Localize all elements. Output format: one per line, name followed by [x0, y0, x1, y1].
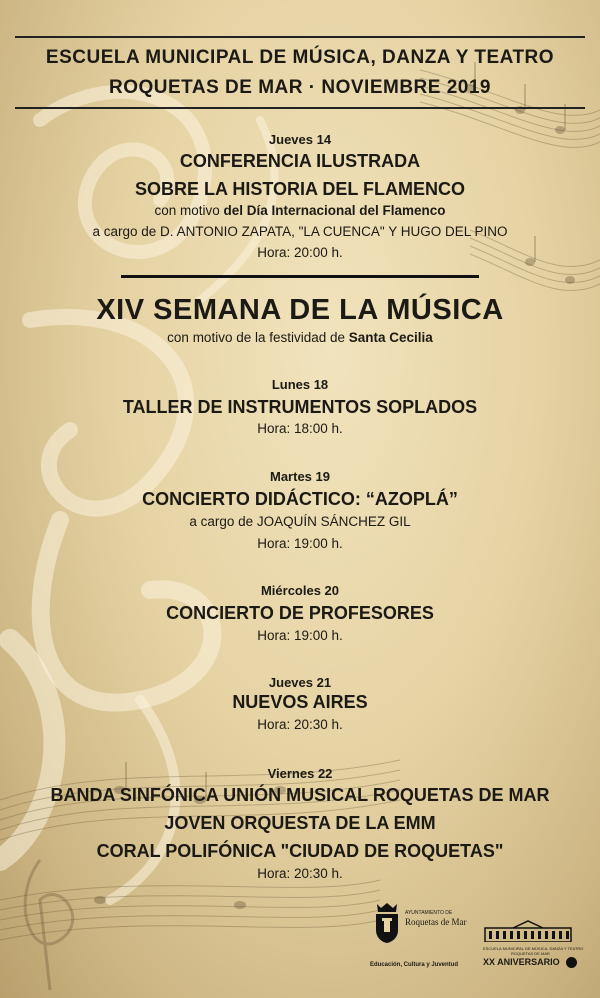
week-subtitle-prefix: con motivo de la festividad de [167, 330, 349, 345]
event-5-day: Viernes 22 [267, 766, 333, 781]
school-logo [483, 900, 593, 980]
ayuntamiento-label: AYUNTAMIENTO DE [405, 910, 453, 916]
week-subtitle-bold: Santa Cecilia [348, 330, 433, 345]
conference-motive-prefix: con motivo [154, 203, 224, 218]
event-2-title: CONCIERTO DIDÁCTICO: “AZOPLÁ” [142, 489, 458, 509]
event-3-time: Hora: 19:00 h. [257, 628, 343, 643]
conference-speakers: a cargo de D. ANTONIO ZAPATA, "LA CUENCA" Y HUGO DEL PINO [92, 224, 508, 239]
ayuntamiento-department: Educación, Cultura y Juventud [370, 962, 459, 968]
ayuntamiento-logo [365, 900, 475, 980]
top-rule [15, 36, 585, 38]
header-line-2: ROQUETAS DE MAR · NOVIEMBRE 2019 [109, 77, 491, 98]
event-5-title-1: BANDA SINFÓNICA UNIÓN MUSICAL ROQUETAS DE MAR [50, 785, 550, 805]
event-4-time: Hora: 20:30 h. [257, 717, 343, 732]
event-1-time: Hora: 18:00 h. [257, 421, 343, 436]
header-line-1: ESCUELA MUNICIPAL DE MÚSICA, DANZA Y TEATRO [45, 47, 555, 68]
school-logo-subtext: ROQUETAS DE MAR [511, 951, 550, 956]
school-logo-text: ESCUELA MUNICIPAL DE MÚSICA, DANZA Y TEATRO [483, 946, 584, 951]
header-bottom-rule [15, 107, 585, 109]
event-3-day: Miércoles 20 [260, 583, 340, 598]
conference-motive [0, 203, 600, 218]
event-4-day: Jueves 21 [268, 675, 332, 690]
event-5-time: Hora: 20:30 h. [257, 866, 343, 881]
anniversary-label: XX ANIVERSARIO [483, 957, 560, 967]
school-building-icon [483, 920, 573, 942]
event-5-title-3: CORAL POLIFÓNICA "CIUDAD DE ROQUETAS" [96, 841, 504, 861]
event-1-day: Lunes 18 [271, 377, 329, 392]
event-2-day: Martes 19 [270, 469, 330, 484]
conference-title-1: CONFERENCIA ILUSTRADA [179, 151, 421, 171]
anniversary-badge-icon [566, 957, 577, 968]
conference-title-2: SOBRE LA HISTORIA DEL FLAMENCO [134, 179, 465, 199]
event-2-by: a cargo de JOAQUÍN SÁNCHEZ GIL [189, 514, 411, 529]
section-separator [121, 275, 479, 278]
event-3-title: CONCIERTO DE PROFESORES [166, 603, 434, 623]
conference-day: Jueves 14 [268, 132, 332, 147]
event-2-time: Hora: 19:00 h. [257, 536, 343, 551]
week-title: XIV SEMANA DE LA MÚSICA [96, 294, 504, 326]
conference-motive-bold: del Día Internacional del Flamenco [223, 203, 446, 218]
event-5-title-2: JOVEN ORQUESTA DE LA EMM [164, 813, 436, 833]
conference-time: Hora: 20:00 h. [257, 245, 343, 260]
coat-of-arms-icon [372, 902, 402, 944]
event-1-title: TALLER DE INSTRUMENTOS SOPLADOS [122, 397, 478, 417]
event-4-title: NUEVOS AIRES [232, 692, 368, 712]
week-subtitle [0, 330, 600, 345]
ayuntamiento-name: Roquetas de Mar [405, 917, 467, 927]
